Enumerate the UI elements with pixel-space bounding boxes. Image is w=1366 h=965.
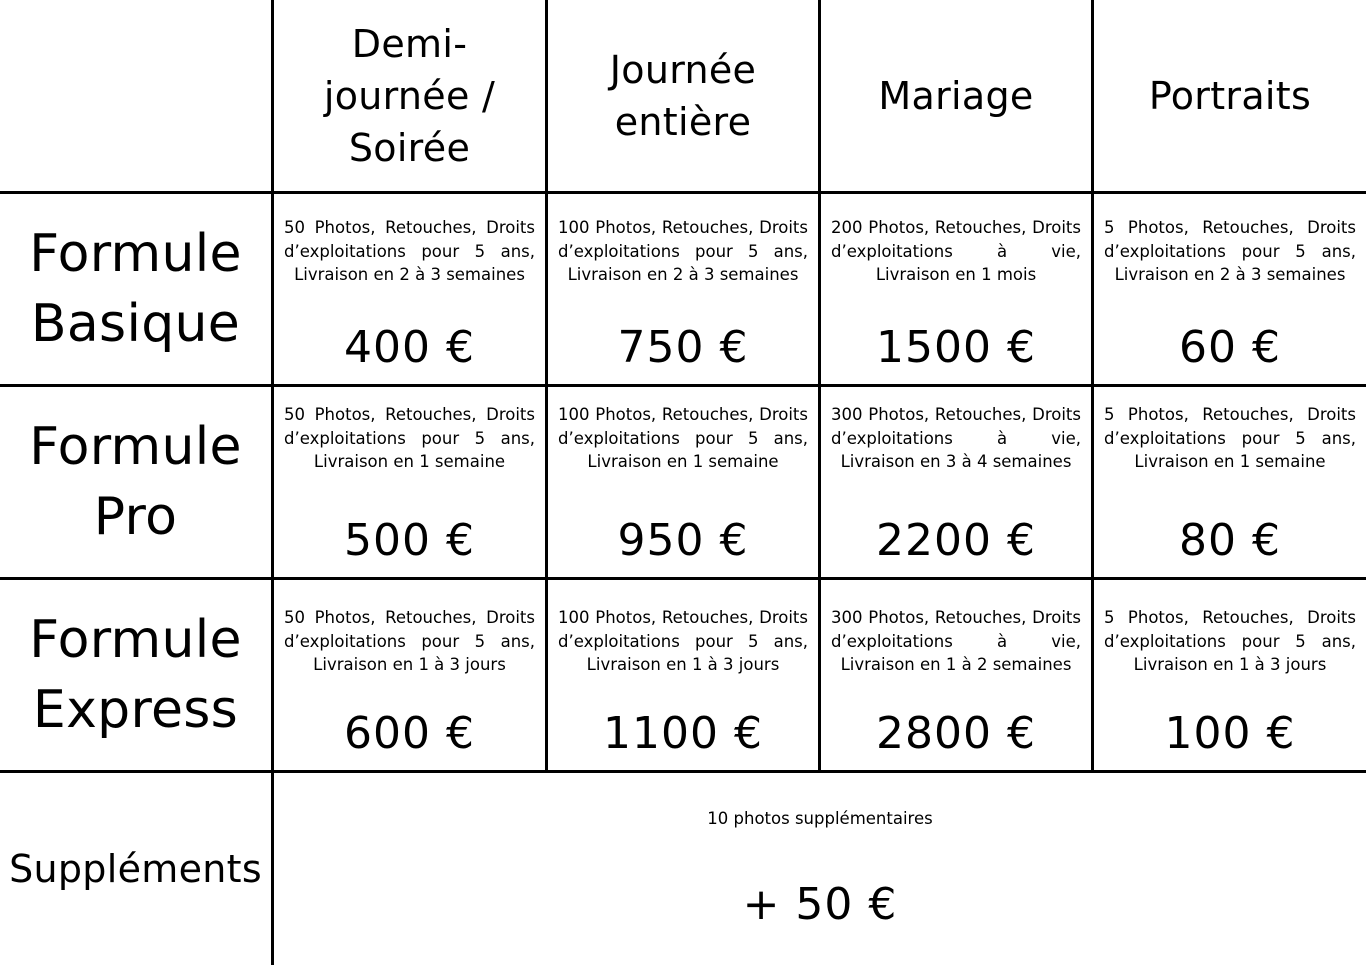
price-cell <box>548 387 818 577</box>
offer-price: 1100 € <box>603 708 763 759</box>
offer-price: 600 € <box>344 708 475 759</box>
row-header-label: Formule Express <box>29 610 242 740</box>
column-header-label: Portraits <box>1148 73 1312 118</box>
supplements-price: + 50 € <box>742 879 898 930</box>
price-cell <box>548 194 818 384</box>
row-header-label: Formule Basique <box>29 224 242 354</box>
offer-description: 5 Photos, Retouches, Droits d’exploitations pour 5 ans, Livraison en 1 semaine <box>1104 405 1356 471</box>
price-cell <box>1094 387 1366 577</box>
offer-price: 1500 € <box>876 322 1036 373</box>
offer-price: 2800 € <box>876 708 1036 759</box>
column-header-full-day <box>548 0 818 191</box>
supplements-cell <box>274 773 1366 965</box>
offer-price: 500 € <box>344 515 475 566</box>
column-header-half-day <box>274 0 545 191</box>
offer-description: 50 Photos, Retouches, Droits d’exploitations pour 5 ans, Livraison en 2 à 3 semaines <box>284 218 535 284</box>
column-header-wedding <box>821 0 1091 191</box>
price-cell <box>821 580 1091 770</box>
offer-description: 200 Photos, Retouches, Droits d’exploitations à vie, Livraison en 1 mois <box>831 218 1081 284</box>
offer-price: 100 € <box>1164 708 1296 759</box>
price-cell <box>274 387 545 577</box>
row-header-label: Formule Pro <box>29 417 242 547</box>
column-header-label: Journée entière <box>609 47 757 144</box>
price-cell <box>821 387 1091 577</box>
offer-description: 100 Photos, Retouches, Droits d’exploitations pour 5 ans, Livraison en 1 semaine <box>558 405 808 471</box>
offer-description: 5 Photos, Retouches, Droits d’exploitations pour 5 ans, Livraison en 1 à 3 jours <box>1104 608 1356 674</box>
row-header-label: Suppléments <box>9 847 262 891</box>
offer-description: 100 Photos, Retouches, Droits d’exploitations pour 5 ans, Livraison en 2 à 3 semaines <box>558 218 808 284</box>
column-header-label: Demi-journée / Soirée <box>323 21 496 170</box>
price-cell <box>1094 194 1366 384</box>
offer-price: 80 € <box>1179 515 1281 566</box>
offer-description: 5 Photos, Retouches, Droits d’exploitations pour 5 ans, Livraison en 2 à 3 semaines <box>1104 218 1356 284</box>
offer-description: 50 Photos, Retouches, Droits d’exploitations pour 5 ans, Livraison en 1 semaine <box>284 405 535 471</box>
offer-price: 750 € <box>617 322 749 373</box>
offer-description: 100 Photos, Retouches, Droits d’exploitations pour 5 ans, Livraison en 1 à 3 jours <box>558 608 808 674</box>
row-header-express <box>0 580 271 770</box>
offer-description: 300 Photos, Retouches, Droits d’exploitations à vie, Livraison en 3 à 4 semaines <box>831 405 1081 471</box>
offer-price: 950 € <box>617 515 749 566</box>
price-cell <box>548 580 818 770</box>
offer-price: 60 € <box>1179 322 1281 373</box>
offer-price: 400 € <box>344 322 475 373</box>
offer-description: 50 Photos, Retouches, Droits d’exploitations pour 5 ans, Livraison en 1 à 3 jours <box>284 608 535 674</box>
price-cell <box>274 194 545 384</box>
column-header-label: Mariage <box>878 73 1034 118</box>
row-header-pro <box>0 387 271 577</box>
price-cell <box>274 580 545 770</box>
row-header-basique <box>0 194 271 384</box>
price-cell <box>821 194 1091 384</box>
column-header-portraits <box>1094 0 1366 191</box>
supplements-description: 10 photos supplémentaires <box>707 809 933 828</box>
offer-price: 2200 € <box>876 515 1036 566</box>
price-cell <box>1094 580 1366 770</box>
row-header-supplements <box>0 773 271 965</box>
offer-description: 300 Photos, Retouches, Droits d’exploitations à vie, Livraison en 1 à 2 semaines <box>831 608 1081 674</box>
